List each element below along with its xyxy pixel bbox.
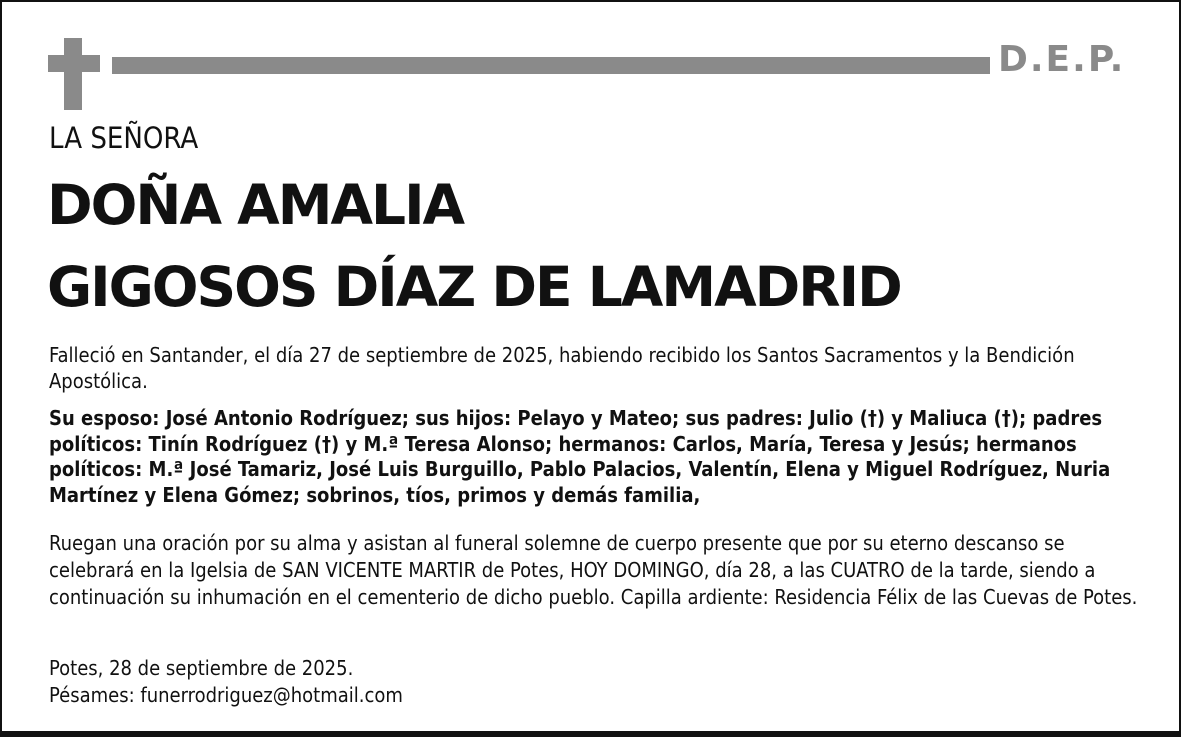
cross-horizontal-bar xyxy=(48,55,100,72)
latin-cross-icon xyxy=(48,38,100,110)
pre-title: LA SEÑORA xyxy=(49,121,199,155)
cross-vertical-bar xyxy=(64,38,82,110)
death-notice-text: Falleció en Santander, el día 27 de septiembre de 2025, habiendo recibido los Santos Sacramentos y la Bendición Apostólica. xyxy=(49,343,1075,393)
place-date-text: Potes, 28 de septiembre de 2025. xyxy=(49,656,354,680)
family-list-text: Su esposo: José Antonio Rodríguez; sus hijos: Pelayo y Mateo; sus padres: Julio (†) y Maliuca (†); padres políticos: Tinín Rodríguez (†) y M.ª Teresa Alonso; hermanos: Carlos, María, Teresa y Jesús; hermanos políticos: M.ª José Tamariz, José Luis Burguillo, Pablo Palacios, Valentín, Elena y Miguel Rodríguez, Nuria Martínez y Elena Gómez; sobrinos, tíos, primos y demás familia, xyxy=(49,406,1111,507)
header-rule xyxy=(112,57,990,74)
deceased-name-line-1: DOÑA AMALIA xyxy=(47,173,464,237)
dep-label: D.E.P. xyxy=(998,39,1126,80)
funeral-details-text: Ruegan una oración por su alma y asistan al funeral solemne de cuerpo presente que por su eterno descanso se celebrará en la Igelsia de SAN VICENTE MARTIR de Potes, HOY DOMINGO, día 28, a las CUATRO de la tarde, siendo a continuación su inhumación en el cementerio de dicho pueblo. Capilla ardiente: Residencia Félix de las Cuevas de Potes. xyxy=(49,531,1138,609)
deceased-name-line-2: GIGOSOS DÍAZ DE LAMADRID xyxy=(47,255,901,319)
condolences-text: Pésames: funerrodriguez@hotmail.com xyxy=(49,683,403,707)
footer-block xyxy=(49,655,1149,709)
